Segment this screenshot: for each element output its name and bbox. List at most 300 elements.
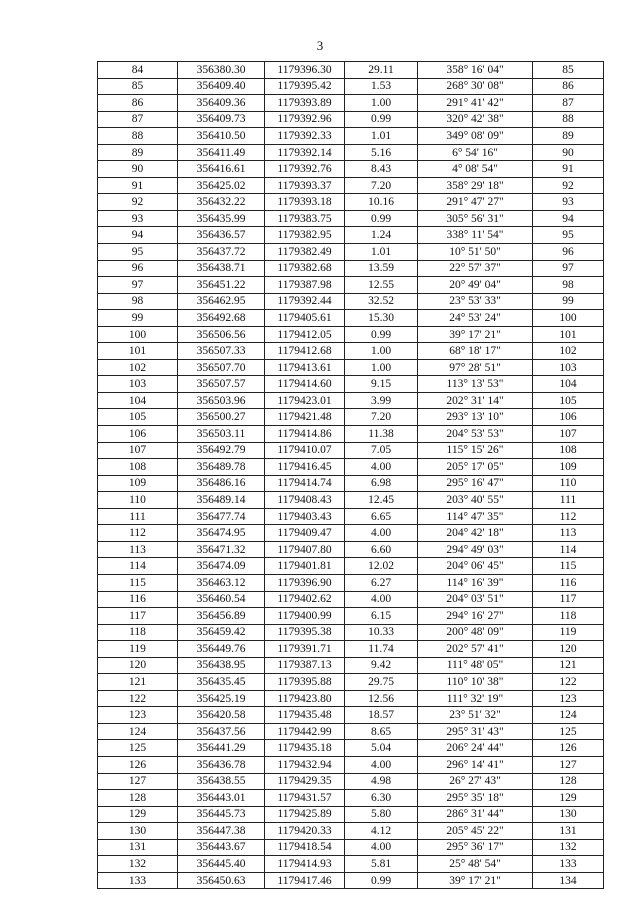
table-row — [98, 773, 604, 790]
direction-angle-cell: 204° 42' 18" — [418, 525, 533, 542]
point-from-cell: 98 — [98, 293, 178, 310]
y-coordinate-cell: 1179414.93 — [265, 856, 345, 873]
direction-angle-cell: 268° 30' 08" — [418, 78, 533, 95]
table-row — [98, 161, 604, 178]
point-to-cell: 121 — [533, 657, 604, 674]
point-to-cell: 90 — [533, 144, 604, 161]
x-coordinate-cell: 356477.74 — [178, 508, 265, 525]
distance-cell: 10.16 — [345, 194, 418, 211]
distance-cell: 11.74 — [345, 641, 418, 658]
table-row — [98, 790, 604, 807]
point-from-cell: 102 — [98, 359, 178, 376]
table-row — [98, 177, 604, 194]
point-to-cell: 126 — [533, 740, 604, 757]
y-coordinate-cell: 1179412.05 — [265, 326, 345, 343]
point-from-cell: 93 — [98, 210, 178, 227]
x-coordinate-cell: 356507.57 — [178, 376, 265, 393]
direction-angle-cell: 295° 36' 17" — [418, 839, 533, 856]
direction-angle-cell: 22° 57' 37" — [418, 260, 533, 277]
table-row — [98, 839, 604, 856]
table-row — [98, 392, 604, 409]
direction-angle-cell: 291° 41' 42" — [418, 95, 533, 112]
table-row — [98, 806, 604, 823]
x-coordinate-cell: 356489.14 — [178, 492, 265, 509]
x-coordinate-cell: 356471.32 — [178, 541, 265, 558]
point-to-cell: 134 — [533, 872, 604, 889]
table-row — [98, 459, 604, 476]
table-row — [98, 376, 604, 393]
x-coordinate-cell: 356456.89 — [178, 608, 265, 625]
y-coordinate-cell: 1179425.89 — [265, 806, 345, 823]
direction-angle-cell: 23° 51' 32" — [418, 707, 533, 724]
x-coordinate-cell: 356438.95 — [178, 657, 265, 674]
point-to-cell: 101 — [533, 326, 604, 343]
point-to-cell: 91 — [533, 161, 604, 178]
y-coordinate-cell: 1179382.49 — [265, 244, 345, 261]
distance-cell: 5.80 — [345, 806, 418, 823]
direction-angle-cell: 68° 18' 17" — [418, 343, 533, 360]
point-from-cell: 103 — [98, 376, 178, 393]
x-coordinate-cell: 356409.73 — [178, 111, 265, 128]
y-coordinate-cell: 1179414.86 — [265, 426, 345, 443]
direction-angle-cell: 320° 42' 38" — [418, 111, 533, 128]
direction-angle-cell: 293° 13' 10" — [418, 409, 533, 426]
direction-angle-cell: 97° 28' 51" — [418, 359, 533, 376]
direction-angle-cell: 296° 14' 41" — [418, 756, 533, 773]
x-coordinate-cell: 356436.78 — [178, 756, 265, 773]
distance-cell: 3.99 — [345, 392, 418, 409]
x-coordinate-cell: 356492.68 — [178, 310, 265, 327]
table-row — [98, 409, 604, 426]
y-coordinate-cell: 1179392.96 — [265, 111, 345, 128]
distance-cell: 10.33 — [345, 624, 418, 641]
distance-cell: 1.00 — [345, 359, 418, 376]
y-coordinate-cell: 1179414.74 — [265, 475, 345, 492]
point-to-cell: 105 — [533, 392, 604, 409]
distance-cell: 29.75 — [345, 674, 418, 691]
direction-angle-cell: 10° 51' 50" — [418, 244, 533, 261]
y-coordinate-cell: 1179431.57 — [265, 790, 345, 807]
table-row — [98, 426, 604, 443]
point-from-cell: 108 — [98, 459, 178, 476]
point-from-cell: 86 — [98, 95, 178, 112]
table-row — [98, 591, 604, 608]
distance-cell: 7.05 — [345, 442, 418, 459]
table-row — [98, 740, 604, 757]
direction-angle-cell: 295° 16' 47" — [418, 475, 533, 492]
table-row — [98, 194, 604, 211]
distance-cell: 1.00 — [345, 95, 418, 112]
direction-angle-cell: 203° 40' 55" — [418, 492, 533, 509]
distance-cell: 32.52 — [345, 293, 418, 310]
x-coordinate-cell: 356411.49 — [178, 144, 265, 161]
distance-cell: 6.65 — [345, 508, 418, 525]
x-coordinate-cell: 356380.30 — [178, 62, 265, 79]
table-row — [98, 723, 604, 740]
point-to-cell: 125 — [533, 723, 604, 740]
y-coordinate-cell: 1179414.60 — [265, 376, 345, 393]
y-coordinate-cell: 1179393.89 — [265, 95, 345, 112]
point-to-cell: 127 — [533, 756, 604, 773]
point-to-cell: 119 — [533, 624, 604, 641]
x-coordinate-cell: 356443.67 — [178, 839, 265, 856]
distance-cell: 1.00 — [345, 343, 418, 360]
distance-cell: 9.15 — [345, 376, 418, 393]
point-from-cell: 132 — [98, 856, 178, 873]
x-coordinate-cell: 356445.73 — [178, 806, 265, 823]
point-from-cell: 99 — [98, 310, 178, 327]
y-coordinate-cell: 1179407.80 — [265, 541, 345, 558]
point-to-cell: 98 — [533, 277, 604, 294]
y-coordinate-cell: 1179392.33 — [265, 128, 345, 145]
table-row — [98, 442, 604, 459]
y-coordinate-cell: 1179395.38 — [265, 624, 345, 641]
point-to-cell: 108 — [533, 442, 604, 459]
point-to-cell: 87 — [533, 95, 604, 112]
point-to-cell: 118 — [533, 608, 604, 625]
y-coordinate-cell: 1179413.61 — [265, 359, 345, 376]
x-coordinate-cell: 356425.02 — [178, 177, 265, 194]
x-coordinate-cell: 356460.54 — [178, 591, 265, 608]
table-row — [98, 343, 604, 360]
point-to-cell: 114 — [533, 541, 604, 558]
direction-angle-cell: 295° 31' 43" — [418, 723, 533, 740]
x-coordinate-cell: 356486.16 — [178, 475, 265, 492]
y-coordinate-cell: 1179423.01 — [265, 392, 345, 409]
y-coordinate-cell: 1179395.88 — [265, 674, 345, 691]
point-from-cell: 94 — [98, 227, 178, 244]
x-coordinate-cell: 356445.40 — [178, 856, 265, 873]
point-from-cell: 91 — [98, 177, 178, 194]
point-to-cell: 131 — [533, 823, 604, 840]
direction-angle-cell: 205° 17' 05" — [418, 459, 533, 476]
point-from-cell: 119 — [98, 641, 178, 658]
x-coordinate-cell: 356410.50 — [178, 128, 265, 145]
direction-angle-cell: 358° 16' 04" — [418, 62, 533, 79]
distance-cell: 0.99 — [345, 326, 418, 343]
table-row — [98, 558, 604, 575]
x-coordinate-cell: 356435.99 — [178, 210, 265, 227]
table-row — [98, 128, 604, 145]
point-from-cell: 88 — [98, 128, 178, 145]
point-to-cell: 111 — [533, 492, 604, 509]
point-to-cell: 89 — [533, 128, 604, 145]
point-to-cell: 94 — [533, 210, 604, 227]
distance-cell: 4.00 — [345, 839, 418, 856]
distance-cell: 0.99 — [345, 111, 418, 128]
table-row — [98, 508, 604, 525]
point-to-cell: 100 — [533, 310, 604, 327]
x-coordinate-cell: 356438.55 — [178, 773, 265, 790]
direction-angle-cell: 338° 11' 54" — [418, 227, 533, 244]
table-row — [98, 95, 604, 112]
direction-angle-cell: 114° 16' 39" — [418, 574, 533, 591]
point-to-cell: 104 — [533, 376, 604, 393]
table-row — [98, 674, 604, 691]
direction-angle-cell: 206° 24' 44" — [418, 740, 533, 757]
x-coordinate-cell: 356437.72 — [178, 244, 265, 261]
x-coordinate-cell: 356425.19 — [178, 690, 265, 707]
distance-cell: 18.57 — [345, 707, 418, 724]
distance-cell: 12.45 — [345, 492, 418, 509]
table-row — [98, 244, 604, 261]
direction-angle-cell: 200° 48' 09" — [418, 624, 533, 641]
distance-cell: 12.56 — [345, 690, 418, 707]
point-from-cell: 117 — [98, 608, 178, 625]
x-coordinate-cell: 356503.11 — [178, 426, 265, 443]
point-to-cell: 93 — [533, 194, 604, 211]
table-row — [98, 608, 604, 625]
distance-cell: 5.04 — [345, 740, 418, 757]
point-from-cell: 124 — [98, 723, 178, 740]
y-coordinate-cell: 1179416.45 — [265, 459, 345, 476]
x-coordinate-cell: 356507.70 — [178, 359, 265, 376]
point-to-cell: 99 — [533, 293, 604, 310]
distance-cell: 9.42 — [345, 657, 418, 674]
y-coordinate-cell: 1179393.37 — [265, 177, 345, 194]
point-to-cell: 132 — [533, 839, 604, 856]
x-coordinate-cell: 356503.96 — [178, 392, 265, 409]
point-to-cell: 117 — [533, 591, 604, 608]
direction-angle-cell: 204° 06' 45" — [418, 558, 533, 575]
direction-angle-cell: 286° 31' 44" — [418, 806, 533, 823]
y-coordinate-cell: 1179393.18 — [265, 194, 345, 211]
direction-angle-cell: 113° 13' 53" — [418, 376, 533, 393]
table-row — [98, 475, 604, 492]
x-coordinate-cell: 356451.22 — [178, 277, 265, 294]
point-from-cell: 122 — [98, 690, 178, 707]
point-to-cell: 85 — [533, 62, 604, 79]
table-row — [98, 260, 604, 277]
point-to-cell: 122 — [533, 674, 604, 691]
table-row — [98, 657, 604, 674]
distance-cell: 4.00 — [345, 756, 418, 773]
distance-cell: 12.55 — [345, 277, 418, 294]
x-coordinate-cell: 356416.61 — [178, 161, 265, 178]
table-row — [98, 541, 604, 558]
x-coordinate-cell: 356474.95 — [178, 525, 265, 542]
coordinates-table-body — [98, 62, 604, 889]
y-coordinate-cell: 1179410.07 — [265, 442, 345, 459]
point-from-cell: 84 — [98, 62, 178, 79]
point-from-cell: 120 — [98, 657, 178, 674]
point-from-cell: 96 — [98, 260, 178, 277]
table-row — [98, 359, 604, 376]
direction-angle-cell: 305° 56' 31" — [418, 210, 533, 227]
point-from-cell: 104 — [98, 392, 178, 409]
point-to-cell: 107 — [533, 426, 604, 443]
direction-angle-cell: 23° 53' 33" — [418, 293, 533, 310]
table-row — [98, 277, 604, 294]
y-coordinate-cell: 1179429.35 — [265, 773, 345, 790]
point-from-cell: 114 — [98, 558, 178, 575]
y-coordinate-cell: 1179396.90 — [265, 574, 345, 591]
x-coordinate-cell: 356420.58 — [178, 707, 265, 724]
table-row — [98, 227, 604, 244]
y-coordinate-cell: 1179387.98 — [265, 277, 345, 294]
x-coordinate-cell: 356506.56 — [178, 326, 265, 343]
point-to-cell: 129 — [533, 790, 604, 807]
direction-angle-cell: 291° 47' 27" — [418, 194, 533, 211]
table-row — [98, 872, 604, 889]
direction-angle-cell: 111° 32' 19" — [418, 690, 533, 707]
point-to-cell: 92 — [533, 177, 604, 194]
y-coordinate-cell: 1179420.33 — [265, 823, 345, 840]
point-to-cell: 112 — [533, 508, 604, 525]
point-from-cell: 116 — [98, 591, 178, 608]
y-coordinate-cell: 1179409.47 — [265, 525, 345, 542]
direction-angle-cell: 358° 29' 18" — [418, 177, 533, 194]
y-coordinate-cell: 1179392.44 — [265, 293, 345, 310]
point-to-cell: 115 — [533, 558, 604, 575]
table-row — [98, 293, 604, 310]
point-from-cell: 131 — [98, 839, 178, 856]
table-row — [98, 326, 604, 343]
y-coordinate-cell: 1179382.95 — [265, 227, 345, 244]
point-from-cell: 133 — [98, 872, 178, 889]
y-coordinate-cell: 1179392.14 — [265, 144, 345, 161]
point-to-cell: 96 — [533, 244, 604, 261]
direction-angle-cell: 202° 31' 14" — [418, 392, 533, 409]
direction-angle-cell: 24° 53' 24" — [418, 310, 533, 327]
distance-cell: 8.43 — [345, 161, 418, 178]
point-from-cell: 105 — [98, 409, 178, 426]
direction-angle-cell: 205° 45' 22" — [418, 823, 533, 840]
point-from-cell: 106 — [98, 426, 178, 443]
distance-cell: 0.99 — [345, 872, 418, 889]
distance-cell: 6.98 — [345, 475, 418, 492]
distance-cell: 1.01 — [345, 128, 418, 145]
direction-angle-cell: 39° 17' 21" — [418, 326, 533, 343]
distance-cell: 4.12 — [345, 823, 418, 840]
page-number: 3 — [316, 38, 324, 53]
point-to-cell: 95 — [533, 227, 604, 244]
table-row — [98, 624, 604, 641]
point-from-cell: 127 — [98, 773, 178, 790]
point-to-cell: 113 — [533, 525, 604, 542]
table-row — [98, 525, 604, 542]
point-from-cell: 92 — [98, 194, 178, 211]
x-coordinate-cell: 356459.42 — [178, 624, 265, 641]
y-coordinate-cell: 1179383.75 — [265, 210, 345, 227]
direction-angle-cell: 114° 47' 35" — [418, 508, 533, 525]
x-coordinate-cell: 356500.27 — [178, 409, 265, 426]
x-coordinate-cell: 356436.57 — [178, 227, 265, 244]
table-row — [98, 111, 604, 128]
direction-angle-cell: 204° 03' 51" — [418, 591, 533, 608]
x-coordinate-cell: 356447.38 — [178, 823, 265, 840]
direction-angle-cell: 202° 57' 41" — [418, 641, 533, 658]
point-from-cell: 121 — [98, 674, 178, 691]
table-row — [98, 641, 604, 658]
x-coordinate-cell: 356492.79 — [178, 442, 265, 459]
point-from-cell: 123 — [98, 707, 178, 724]
point-to-cell: 102 — [533, 343, 604, 360]
table-row — [98, 144, 604, 161]
y-coordinate-cell: 1179395.42 — [265, 78, 345, 95]
table-row — [98, 690, 604, 707]
distance-cell: 1.01 — [345, 244, 418, 261]
x-coordinate-cell: 356449.76 — [178, 641, 265, 658]
distance-cell: 7.20 — [345, 409, 418, 426]
point-to-cell: 130 — [533, 806, 604, 823]
point-to-cell: 103 — [533, 359, 604, 376]
point-to-cell: 123 — [533, 690, 604, 707]
y-coordinate-cell: 1179435.18 — [265, 740, 345, 757]
distance-cell: 7.20 — [345, 177, 418, 194]
x-coordinate-cell: 356409.36 — [178, 95, 265, 112]
direction-angle-cell: 110° 10' 38" — [418, 674, 533, 691]
distance-cell: 4.98 — [345, 773, 418, 790]
point-from-cell: 128 — [98, 790, 178, 807]
direction-angle-cell: 20° 49' 04" — [418, 277, 533, 294]
point-to-cell: 133 — [533, 856, 604, 873]
direction-angle-cell: 26° 27' 43" — [418, 773, 533, 790]
point-from-cell: 112 — [98, 525, 178, 542]
point-to-cell: 86 — [533, 78, 604, 95]
distance-cell: 29.11 — [345, 62, 418, 79]
y-coordinate-cell: 1179408.43 — [265, 492, 345, 509]
table-row — [98, 62, 604, 79]
point-from-cell: 97 — [98, 277, 178, 294]
y-coordinate-cell: 1179392.76 — [265, 161, 345, 178]
point-to-cell: 120 — [533, 641, 604, 658]
point-from-cell: 85 — [98, 78, 178, 95]
distance-cell: 12.02 — [345, 558, 418, 575]
y-coordinate-cell: 1179401.81 — [265, 558, 345, 575]
distance-cell: 6.27 — [345, 574, 418, 591]
point-from-cell: 107 — [98, 442, 178, 459]
y-coordinate-cell: 1179403.43 — [265, 508, 345, 525]
y-coordinate-cell: 1179442.99 — [265, 723, 345, 740]
distance-cell: 6.30 — [345, 790, 418, 807]
x-coordinate-cell: 356474.09 — [178, 558, 265, 575]
x-coordinate-cell: 356437.56 — [178, 723, 265, 740]
table-row — [98, 856, 604, 873]
y-coordinate-cell: 1179396.30 — [265, 62, 345, 79]
point-to-cell: 124 — [533, 707, 604, 724]
point-from-cell: 89 — [98, 144, 178, 161]
point-from-cell: 111 — [98, 508, 178, 525]
direction-angle-cell: 295° 35' 18" — [418, 790, 533, 807]
point-to-cell: 128 — [533, 773, 604, 790]
direction-angle-cell: 349° 08' 09" — [418, 128, 533, 145]
distance-cell: 1.53 — [345, 78, 418, 95]
table-row — [98, 823, 604, 840]
y-coordinate-cell: 1179391.71 — [265, 641, 345, 658]
x-coordinate-cell: 356463.12 — [178, 574, 265, 591]
table-row — [98, 574, 604, 591]
direction-angle-cell: 39° 17' 21" — [418, 872, 533, 889]
direction-angle-cell: 294° 16' 27" — [418, 608, 533, 625]
point-from-cell: 110 — [98, 492, 178, 509]
point-from-cell: 130 — [98, 823, 178, 840]
distance-cell: 6.15 — [345, 608, 418, 625]
y-coordinate-cell: 1179421.48 — [265, 409, 345, 426]
table-row — [98, 756, 604, 773]
direction-angle-cell: 25° 48' 54" — [418, 856, 533, 873]
y-coordinate-cell: 1179387.13 — [265, 657, 345, 674]
point-from-cell: 101 — [98, 343, 178, 360]
point-from-cell: 129 — [98, 806, 178, 823]
y-coordinate-cell: 1179382.68 — [265, 260, 345, 277]
x-coordinate-cell: 356443.01 — [178, 790, 265, 807]
point-from-cell: 125 — [98, 740, 178, 757]
direction-angle-cell: 6° 54' 16" — [418, 144, 533, 161]
point-from-cell: 87 — [98, 111, 178, 128]
direction-angle-cell: 294° 49' 03" — [418, 541, 533, 558]
y-coordinate-cell: 1179402.62 — [265, 591, 345, 608]
